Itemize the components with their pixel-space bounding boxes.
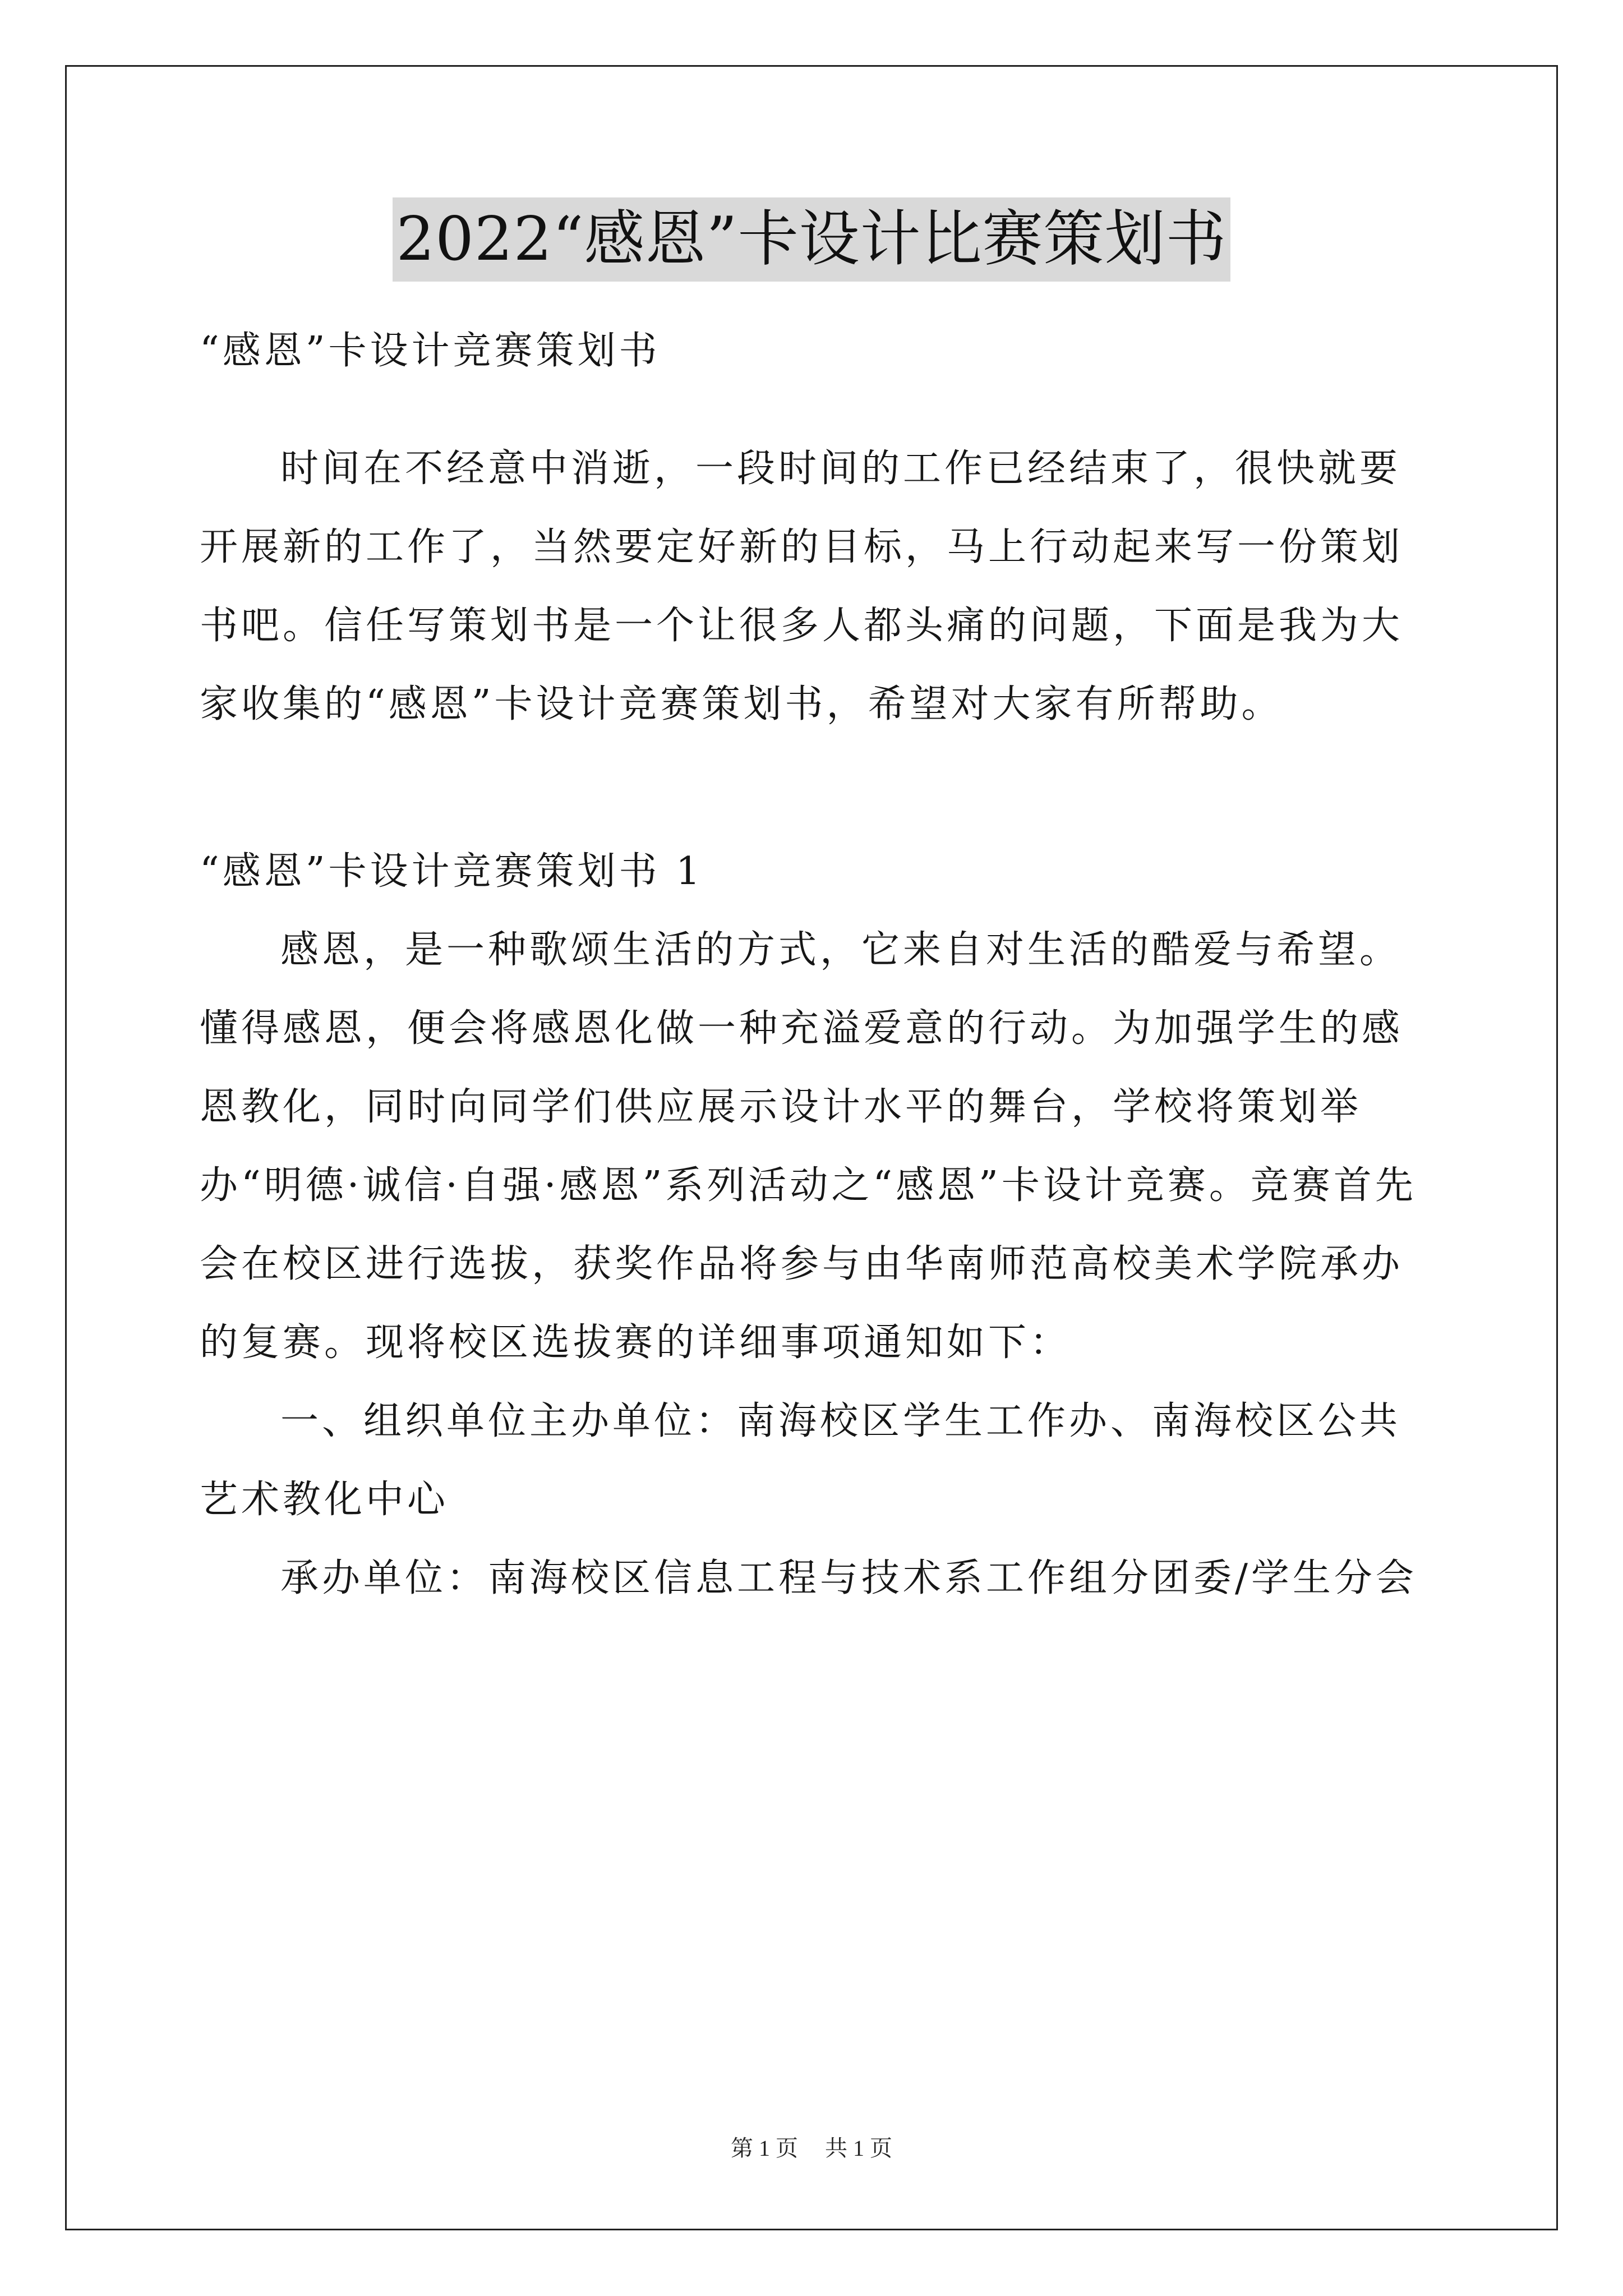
document-title: 2022“感恩”卡设计比赛策划书	[393, 197, 1230, 282]
page-footer	[0, 2132, 1623, 2165]
document-body	[200, 312, 1422, 1618]
spacer	[200, 793, 1422, 832]
undertaker-paragraph: 承办单位：南海校区信息工程与技术系工作组分团委/学生分会	[280, 1556, 1417, 1600]
intro-paragraph: 时间在不经意中消逝，一段时间的工作已经结束了，很快就要开展新的工作了，当然要定好新的目标，马上行动起来写一份策划书吧。信任写策划书是一个让很多人都头痛的问题，下面是我为大家收集的“感恩”卡设计竞赛策划书，希望对大家有所帮助。	[200, 447, 1404, 726]
organizer-paragraph: 一、组织单位主办单位：南海校区学生工作办、南海校区公共艺术教化中心	[200, 1399, 1401, 1522]
page-number: 第 1 页	[731, 2136, 798, 2161]
spacer	[200, 744, 1422, 793]
section-heading: “感恩”卡设计竞赛策划书	[200, 329, 661, 373]
body-paragraph: 感恩，是一种歌颂生活的方式，它来自对生活的酷爱与希望。懂得感恩，便会将感恩化做一种充溢爱意的行动。为加强学生的感恩教化，同时向同学们供应展示设计水平的舞台，学校将策划举办“明德·诚信·自强·感恩”系列活动之“感恩”卡设计竞赛。竞赛首先会在校区进行选拔，获奖作品将参与由华南师范高校美术学院承办的复赛。现将校区选拔赛的详细事项通知如下：	[200, 928, 1417, 1365]
spacer	[200, 390, 1422, 430]
title-container	[0, 197, 1623, 282]
page-total: 共 1 页	[825, 2136, 892, 2161]
section-heading-1: “感恩”卡设计竞赛策划书 1	[200, 849, 704, 894]
